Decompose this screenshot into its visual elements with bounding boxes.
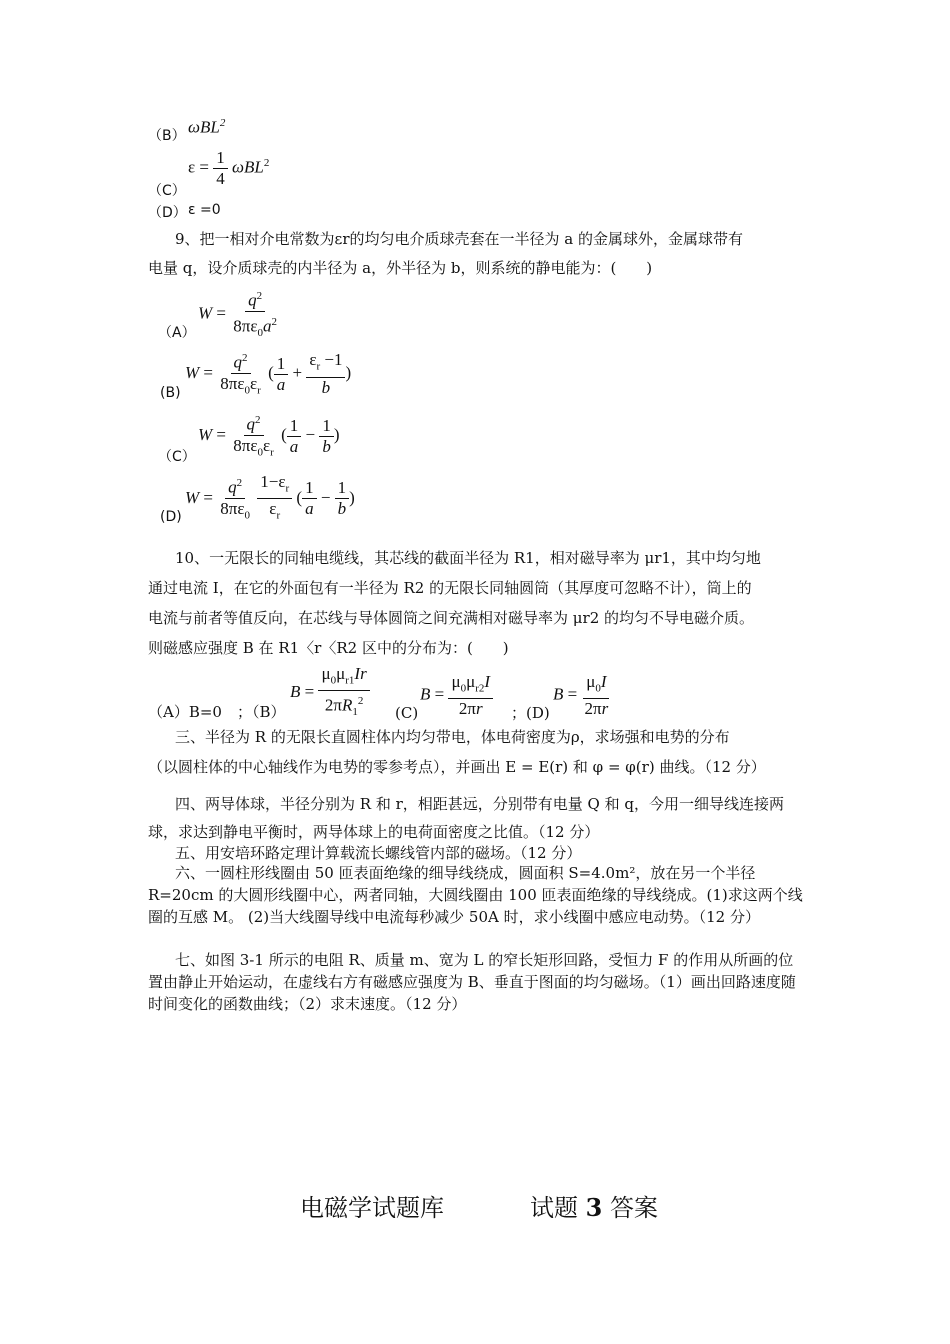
q8-option-c-formula: ε = $\frac{1}{4}$ ωBL$^2$: [188, 148, 270, 188]
q10-option-d-formula: B = $\frac{\mu_0I}{2\pi r}$: [553, 672, 609, 719]
q9-option-a-label: （A）: [158, 325, 196, 341]
problem-3-line2: （以圆柱体的中心轴线作为电势的零参考点），并画出 E = E(r) 和 φ = φ(r) 曲线。（12 分）: [148, 758, 766, 776]
q8-option-c-label: （C）: [148, 183, 186, 199]
footer-title-prefix: 试题: [530, 1194, 586, 1222]
footer-title-right: [530, 1188, 658, 1223]
q9-option-a-formula: W = $\frac{q^2}{8\pi\varepsilon_0a^2}$: [198, 286, 280, 343]
q8-option-b-label: （B）: [148, 128, 186, 144]
q9-option-c-formula: W = $\frac{q^2}{8\pi\varepsilon_0\varepsilon_r}$ ( $\frac{1}{a}$ − $\frac{1}{b}$ ): [198, 410, 340, 462]
problem-7: 七、如图 3-1 所示的电阻 R、质量 m、宽为 L 的窄长矩形回路，受恒力 F 的作用从所画的位置由静止开始运动，在虚线右方有磁感应强度为 B、垂直于图面的均匀磁场。（1）画出回路速度随时间变化的函数曲线；（2）求末速度。（12 分）: [148, 951, 796, 1013]
q10-option-d-label: (D): [526, 704, 550, 722]
footer-title-suffix: 答案: [602, 1194, 658, 1222]
q10-stem-line1: 10、一无限长的同轴电缆线，其芯线的截面半径为 R1，相对磁导率为 μr1，其中均匀地: [175, 549, 761, 567]
q10-separator: ；: [511, 704, 527, 722]
q9-option-c-label: （C）: [158, 449, 196, 465]
problem-6: 六、一圆柱形线圈由 50 匝表面绝缘的细导线绕成，圆面积 S=4.0m²，放在另一个半径R=20cm 的大圆形线圈中心，两者同轴，大圆线圈由 100 匝表面绝缘的导线绕成。(1)求这两个线圈的互感 M。 (2)当大线圈导线中电流每秒减少 50A 时，求小线圈中感应电动势。（12 分）: [148, 864, 803, 926]
q9-option-d-formula: W = $\frac{q^2}{8\pi\varepsilon_0}$ $\frac{1-\varepsilon_r}{\varepsilon_r}$ ( $\frac{1}{a}$ − $\frac{1}{b}$ ): [185, 472, 355, 522]
problem-3-line1: 三、半径为 R 的无限长直圆柱体内均匀带电，体电荷密度为ρ，求场强和电势的分布: [175, 728, 730, 746]
footer-title-left: 电磁学试题库: [300, 1194, 444, 1222]
q8-option-d-label: （D）: [148, 205, 187, 221]
q9-option-b-label: (B): [160, 385, 181, 401]
q8-option-b-formula: ωBL$^2$: [188, 117, 226, 137]
q9-option-b-formula: W = $\frac{q^2}{8\pi\varepsilon_0\varepsilon_r}$ ( $\frac{1}{a}$ + $\frac{\varepsilon_r -1}{b}$ ): [185, 348, 351, 400]
q8-option-d-formula: ε =0: [188, 202, 221, 218]
q10-option-c-label: (C): [395, 704, 419, 722]
q10-stem-line3: 电流与前者等值反向，在芯线与导体圆筒之间充满相对磁导率为 μr2 的均匀不导电磁介质。: [148, 609, 755, 627]
footer-title-number: 3: [585, 1193, 603, 1222]
q9-stem-line2: 电量 q，设介质球壳的内半径为 a，外半径为 b，则系统的静电能为：( ): [148, 259, 653, 277]
q10-stem-line2: 通过电流 I，在它的外面包有一半径为 R2 的无限长同轴圆筒（其厚度可忽略不计），筒上的: [148, 579, 752, 597]
q10-stem-line4: 则磁感应强度 B 在 R1〈r〈R2 区中的分布为：( ): [148, 639, 509, 657]
q10-option-c-formula: B = $\frac{\mu_0\mu_{r2}I}{2\pi r}$: [420, 672, 493, 719]
problem-5: 五、用安培环路定理计算载流长螺线管内部的磁场。（12 分）: [175, 844, 582, 862]
q9-stem-line1: 9、把一相对介电常数为εr的均匀电介质球壳套在一半径为 a 的金属球外，金属球带有: [175, 230, 743, 248]
q10-option-a: （A）B=0 ；（B）: [148, 703, 286, 721]
q9-option-d-label: (D): [160, 509, 182, 525]
q10-option-b-formula: B = $\frac{\mu_0\mu_{r1}Ir}{2\pi R_1^2}$: [290, 664, 370, 722]
problem-4: 四、两导体球，半径分别为 R 和 r，相距甚远，分别带有电量 Q 和 q，今用一细导线连接两球，求达到静电平衡时，两导体球上的电荷面密度之比值。（12 分）: [148, 795, 784, 841]
